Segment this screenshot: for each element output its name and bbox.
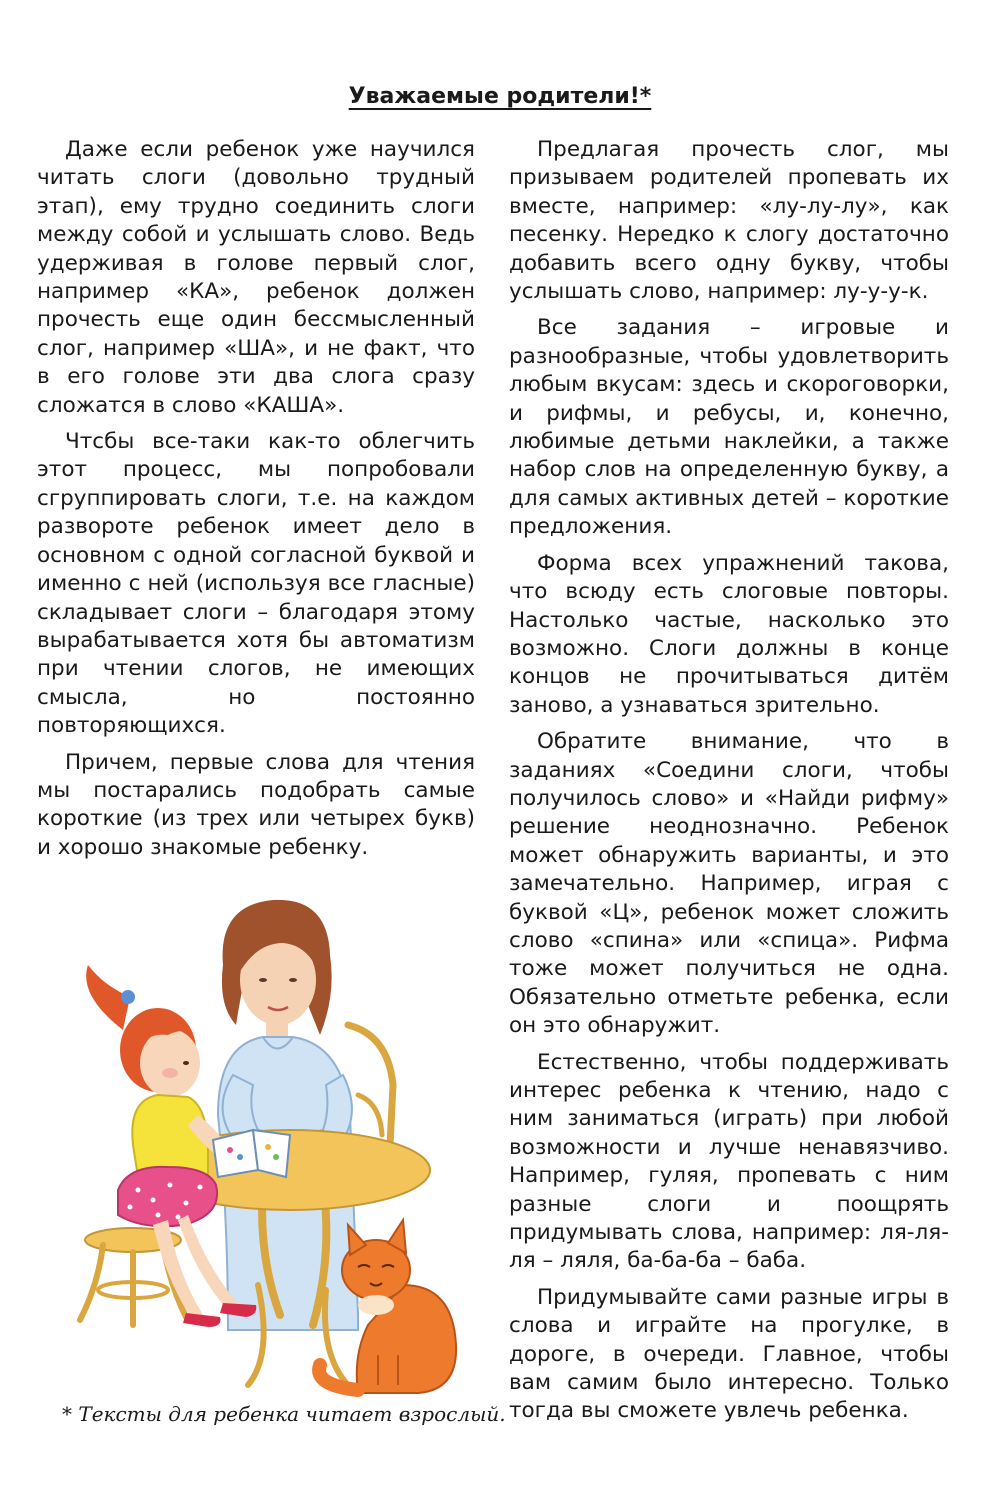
- paragraph: Обратите внимание, что в заданиях «Соедини слоги, чтобы получилось слово» и «Найди рифму» решение неоднозначно. Ребенок может обнаружить варианты, и это замечательно. Например, играя с буквой «Ц», ребенок может сложить слово «спина» или «спица». Рифма тоже может получиться не одна. Обязательно отметьте ребенка, если он это обнаружит.: [509, 729, 949, 1039]
- page-title-text: Уважаемые родители!*: [348, 84, 652, 109]
- right-column: [509, 136, 949, 1434]
- book-illustration: [213, 1130, 290, 1177]
- paragraph: Естественно, чтобы поддерживать интерес ребенка к чтению, надо с ним заниматься (играть) при любой возможности и лучше ненавязчиво. Например, гуляя, пропевать с ним разные слоги и поощрять придумывать слова, например: ля-ля-ля – ляля, ба-ба-ба – баба.: [509, 1049, 949, 1274]
- paragraph: Форма всех упражнений такова, что всюду есть слоговые повторы. Настолько частые, насколько это возможно. Слоги должны в конце концов не прочитываться дитём заново, а узнаваться зрительно.: [509, 550, 949, 718]
- paragraph: Причем, первые слова для чтения мы постарались подобрать самые короткие (из трех или четырех букв) и хорошо знакомые ребенку.: [37, 749, 475, 860]
- paragraph: Даже если ребенок уже научился читать слоги (довольно трудный этап), ему трудно соединить слоги между собой и услышать слово. Ведь удерживая в голове первый слог, например «КА», ребенок должен прочесть еще один бессмысленный слог, например «ША», и не факт, что в его голове эти два слога сразу сложатся в слово «КАША».: [37, 137, 475, 418]
- mother-daughter-reading-illustration: [58, 885, 463, 1405]
- paragraph: Придумывайте сами разные игры в слова и играйте на прогулке, в дороге, в очереди. Главное, чтобы вам самим было интересно. Только тогда вы сможете увлечь ребенка.: [509, 1284, 949, 1424]
- mother-figure: [218, 900, 358, 1330]
- footnote: * Тексты для ребенка читает взрослый.: [62, 1402, 506, 1426]
- left-column: [37, 136, 475, 870]
- page-title: [0, 84, 1000, 109]
- paragraph: Чтсбы все-таки как-то облегчить этот процесс, мы попробовали сгруппировать слоги, т.е. на каждом развороте ребенок имеет дело в основном с одной согласной буквой и именно с ней (используя все гласные) складывает слоги – благодаря этому вырабатывается хотя бы автоматизм при чтении слогов, не имеющих смысла, но постоянно повторяющихся.: [37, 429, 475, 739]
- paragraph: Все задания – игровые и разнообразные, чтобы удовлетворить любым вкусам: здесь и скороговорки, и рифмы, и ребусы, и, конечно, любимые детьми наклейки, а также набор слов на определенную букву, а для самых активных детей – короткие предложения.: [509, 315, 949, 540]
- paragraph: Предлагая прочесть слог, мы призываем родителей пропевать их вместе, например: «лу-лу-лу», как песенку. Нередко к слогу достаточно добавить всего одну букву, чтобы услышать слово, например: лу-у-у-к.: [509, 137, 949, 305]
